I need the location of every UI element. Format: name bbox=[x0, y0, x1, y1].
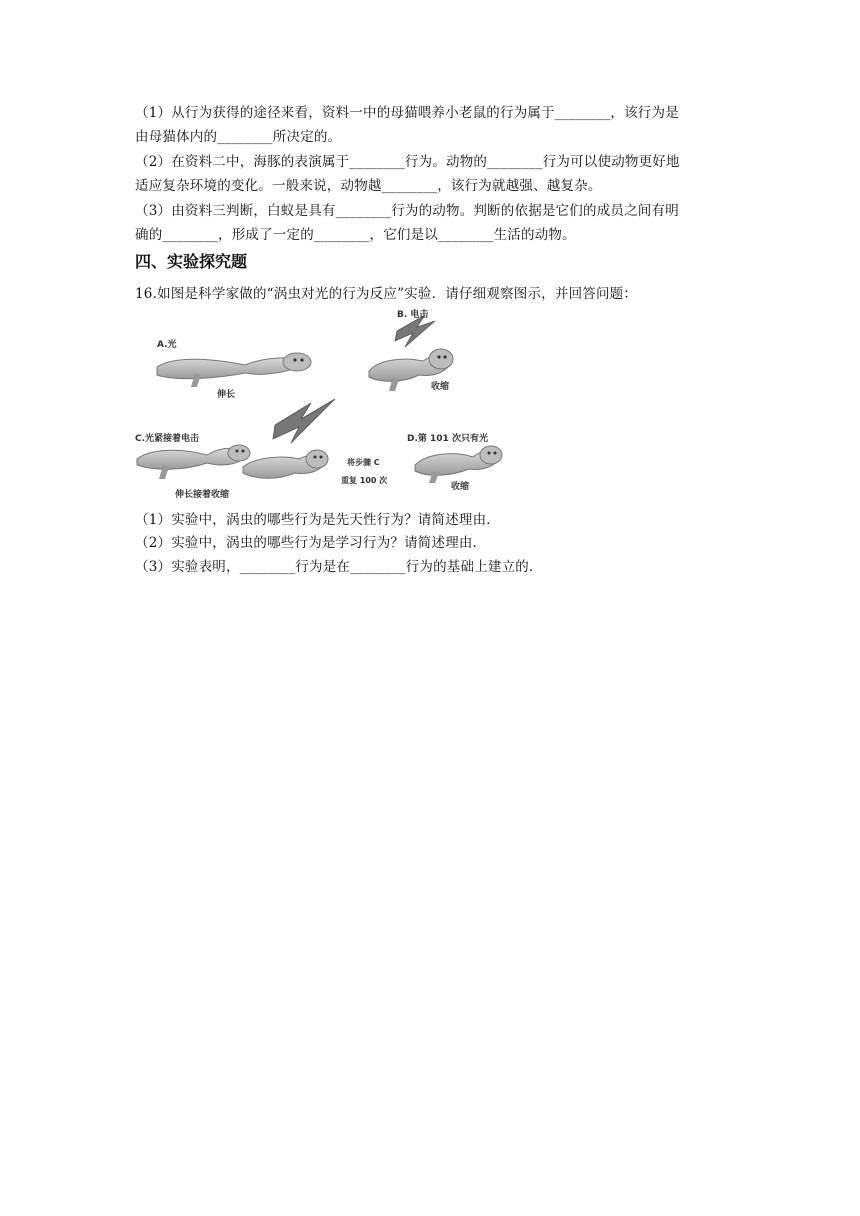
figure-repeat-line-1: 将步骤 C bbox=[347, 457, 380, 467]
planarian-experiment-figure bbox=[135, 307, 505, 507]
planarian-illustration bbox=[135, 307, 505, 507]
question-line: 确的________，形成了一定的________，它们是以________生活的动物。 bbox=[135, 226, 576, 243]
question-line: 适应复杂环境的变化。一般来说，动物越________，该行为就越强、越复杂。 bbox=[135, 177, 602, 194]
figure-caption-d: 收缩 bbox=[451, 481, 470, 492]
question-line: （2）在资料二中，海豚的表演属于________行为。动物的________行为可以使动物更好地 bbox=[135, 154, 680, 170]
question-16-sub-2: （2）实验中，涡虫的哪些行为是学习行为？请简述理由． bbox=[135, 535, 487, 551]
worksheet-content bbox=[135, 102, 735, 579]
question-3-part-3 bbox=[135, 200, 735, 247]
question-16-sub-1: （1）实验中，涡虫的哪些行为是先天性行为？请简述理由． bbox=[135, 511, 500, 528]
figure-label-c: C.光紧接着电击 bbox=[135, 433, 200, 444]
figure-repeat-line-2: 重复 100 次 bbox=[341, 475, 388, 485]
question-3-part-2 bbox=[135, 151, 735, 198]
figure-caption-c: 伸长接着收缩 bbox=[175, 489, 230, 500]
question-16-stem: 16.如图是科学家做的“涡虫对光的行为反应”实验．请仔细观察图示，并回答问题： bbox=[135, 286, 638, 302]
question-line: （3）由资料三判断，白蚁是具有________行为的动物。判断的依据是它们的成员之间有明 bbox=[135, 203, 679, 219]
planarian-d-contracted bbox=[415, 446, 502, 483]
figure-caption-b: 收缩 bbox=[431, 381, 450, 392]
question-16-sub-3: （3）实验表明，________行为是在________行为的基础上建立的． bbox=[135, 558, 543, 575]
planarian-a-extended bbox=[157, 353, 311, 387]
section-heading: 四、实验探究题 bbox=[135, 252, 248, 271]
planarian-c-contracted bbox=[243, 450, 328, 478]
lightning-icon bbox=[273, 399, 335, 443]
question-line: （1）从行为获得的途径来看，资料一中的母猫喂养小老鼠的行为属于________，该行为是 bbox=[135, 105, 679, 121]
figure-label-b: B. 电击 bbox=[397, 309, 429, 320]
question-3-part-1 bbox=[135, 102, 735, 149]
figure-caption-a: 伸长 bbox=[217, 389, 236, 400]
figure-label-d: D.第 101 次只有光 bbox=[407, 433, 488, 444]
planarian-c-extended bbox=[137, 445, 250, 479]
figure-label-a: A.光 bbox=[157, 339, 177, 350]
question-line: 由母猫体内的________所决定的。 bbox=[135, 128, 342, 145]
